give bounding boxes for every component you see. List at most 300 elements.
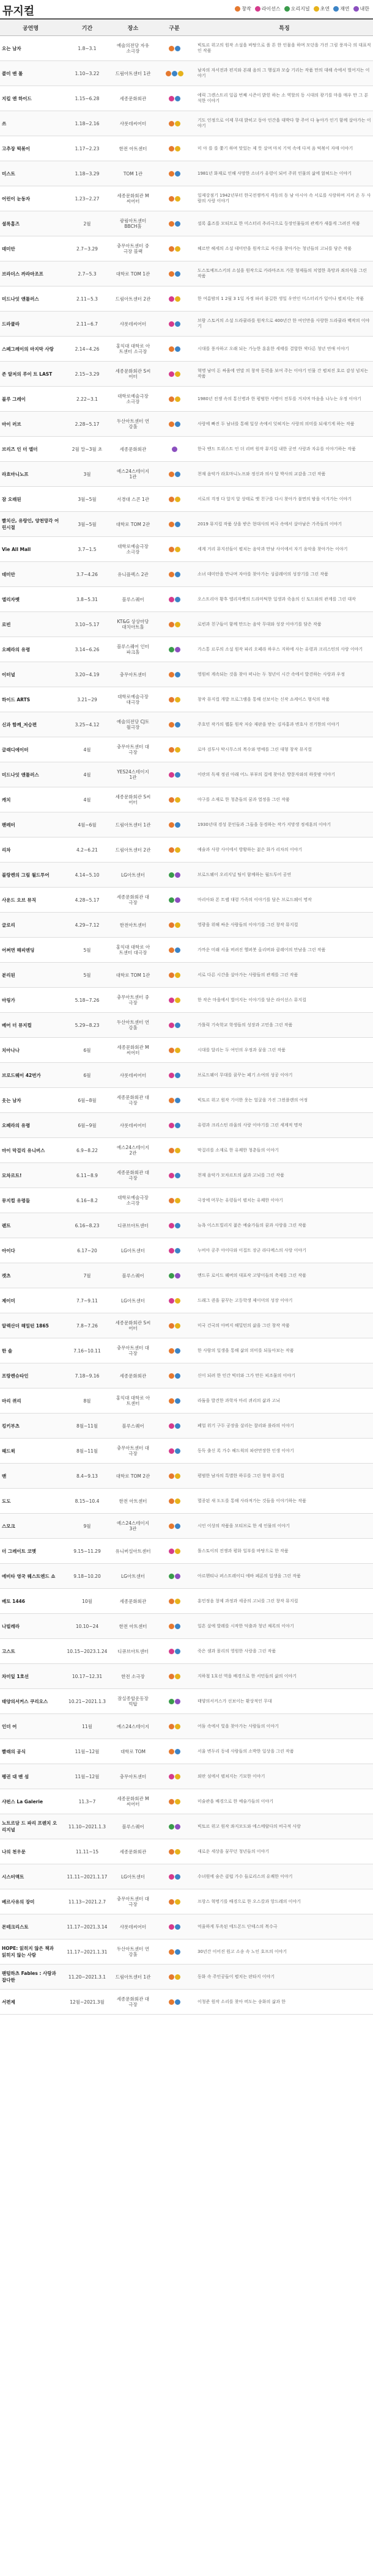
table-row	[0, 412, 373, 437]
show-feature: 빅토르 위고의 원작 소설을 바탕으로 폴 튼 한 인물을 하며 모던을 가진 그림 풍자극 의 대표적인 작품	[198, 43, 371, 53]
show-name: 신과 함께_저승편	[2, 721, 37, 728]
show-venue: 한전 소극장	[121, 1673, 145, 1679]
show-category	[153, 812, 196, 837]
show-category	[153, 1414, 196, 1438]
show-name: 아이다	[2, 1247, 15, 1253]
show-category	[153, 437, 196, 461]
category-dot-icon	[169, 572, 174, 577]
show-category	[153, 1263, 196, 1288]
show-feature: 어둠 속에서 빛을 찾아가는 사람들의 이야기	[198, 1723, 279, 1729]
show-venue: 충무아트센터 중극장 블랙	[116, 243, 150, 254]
legend-dot-icon	[333, 6, 339, 12]
category-dot-icon	[169, 497, 174, 502]
show-period: 1.18~2.16	[75, 120, 100, 126]
show-feature: 폐업 위기 구두 공장을 살리는 찰리와 롤라의 이야기	[198, 1423, 294, 1428]
show-venue: LG아트센터	[121, 1247, 145, 1253]
show-category	[153, 988, 196, 1012]
category-dot-icon	[175, 1949, 180, 1955]
show-category	[153, 687, 196, 712]
legend	[235, 5, 369, 12]
category-dot-icon	[175, 1323, 180, 1329]
page-title: 뮤지컬	[2, 5, 35, 18]
category-dot-icon	[169, 1724, 174, 1729]
table-row	[0, 1338, 373, 1363]
show-period: 3.7~4.26	[76, 571, 98, 577]
column-header-category: 구분	[169, 25, 180, 32]
show-period: 1.10~3.22	[75, 70, 100, 76]
category-dot-icon	[169, 1523, 174, 1529]
show-feature: 동독 출신 록 가수 헤드윅의 파란만장한 인생 이야기	[198, 1448, 294, 1453]
show-period: 2월	[83, 221, 91, 227]
show-name: 블랑켄의 그림 월드투어	[2, 872, 50, 878]
category-dot-icon	[175, 947, 180, 953]
category-dot-icon	[166, 71, 171, 76]
category-dot-icon	[175, 1248, 180, 1253]
show-feature: 서로 다른 시간을 살아가는 사람들의 관계를 그린 작품	[198, 972, 298, 977]
show-period: 1.15~6.28	[75, 95, 100, 101]
category-dot-icon	[175, 872, 180, 878]
show-category	[153, 1714, 196, 1739]
show-name: 브라더스 까라마조프	[2, 271, 43, 277]
show-period: 2.15~3.29	[75, 371, 100, 377]
show-name: 나의 천우문	[2, 1848, 26, 1855]
show-feature: 셜록 홈즈를 모티브로 한 미스터리 추리극으로 등장인물들의 관계가 새롭게 그려진 작품	[198, 221, 360, 226]
category-dot-icon	[169, 1549, 174, 1554]
show-venue: 예스24스테이지 1관	[116, 469, 149, 480]
show-feature: 오스트리아 황후 엘리자벳의 드라마틱한 일생과 죽음의 신 토드와의 관계를 그린 대작	[198, 596, 356, 602]
show-venue: 대학로예술극장 소극장	[117, 1195, 149, 1206]
show-period: 10.21~2021.1.3	[68, 1698, 106, 1704]
show-name: 고스트	[2, 1648, 15, 1654]
legend-item	[284, 5, 310, 12]
show-period: 3.20~4.19	[75, 671, 100, 677]
show-name: 오페라의 유령	[2, 1122, 31, 1128]
show-category	[153, 412, 196, 436]
show-feature: 영광을 위해 싸운 사람들의 이야기를 그린 창작 뮤지컬	[198, 922, 298, 927]
category-dot-icon	[175, 972, 180, 978]
show-venue: YES24스테이지 1관	[117, 769, 149, 780]
show-period: 7.18~9.16	[75, 1373, 100, 1379]
show-category	[153, 837, 196, 862]
show-name: 쓰	[2, 120, 7, 126]
category-dot-icon	[175, 121, 180, 126]
show-category	[153, 1564, 196, 1588]
show-period: 9.15~11.29	[73, 1548, 101, 1554]
show-venue: 잠실종합운동장 빅탑	[117, 1696, 149, 1707]
category-dot-icon	[175, 1098, 180, 1103]
category-dot-icon	[169, 622, 174, 627]
show-period: 11월~12월	[75, 1748, 100, 1754]
show-feature: 억울하게 투옥된 에드몬드 단테스의 복수극	[198, 1924, 278, 1929]
table-row	[0, 1313, 373, 1338]
show-feature: 가스통 르루의 소설 원작 파리 오페라 하우스 지하에 사는 유령과 크리스틴의 사랑 이야기	[198, 646, 363, 652]
show-name: 킹키부츠	[2, 1423, 20, 1429]
legend-label: 라이선스	[261, 6, 281, 12]
show-feature: 한 사람의 일생을 통해 삶의 의미를 되돌아보는 작품	[198, 1348, 294, 1353]
show-category	[153, 462, 196, 486]
category-dot-icon	[175, 296, 180, 302]
table-row	[0, 1188, 373, 1213]
show-category	[153, 1213, 196, 1238]
show-name: 브리즈 인 더 엘더	[2, 446, 38, 452]
show-venue: 대학로 TOM 2관	[116, 521, 150, 527]
category-dot-icon	[169, 647, 174, 652]
category-dot-icon	[175, 1398, 180, 1404]
category-dot-icon	[169, 1949, 174, 1955]
column-header-venue: 장소	[127, 25, 139, 32]
show-venue: 세종문화회관 대극장	[116, 1095, 150, 1106]
table-row	[0, 737, 373, 762]
legend-label: 창작	[242, 6, 251, 12]
show-feature: 빅토르 위고 원작 기이한 웃는 얼굴을 가진 그윈플렌의 여정	[198, 1097, 308, 1103]
show-category	[153, 863, 196, 887]
category-dot-icon	[175, 547, 180, 552]
show-period: 11.13~2021.2.7	[68, 1899, 106, 1905]
show-name: 미드나잇 앤틀러스	[2, 772, 39, 778]
legend-dot-icon	[255, 6, 260, 12]
category-dot-icon	[169, 1824, 174, 1830]
category-dot-icon	[169, 1699, 174, 1704]
show-feature: 누비아 공주 아이다와 이집트 장군 라다메스의 사랑 이야기	[198, 1247, 306, 1253]
show-venue: 디큐브아트센터	[117, 1222, 149, 1228]
table-row	[0, 1238, 373, 1263]
show-category	[153, 1614, 196, 1638]
table-row	[0, 988, 373, 1013]
show-name: 로빈	[2, 621, 11, 627]
show-category	[153, 362, 196, 386]
show-period: 6.9~8.22	[76, 1147, 98, 1153]
table-row	[0, 1414, 373, 1439]
show-name: 스페그레이의 마지막 사랑	[2, 346, 54, 352]
category-dot-icon	[175, 1574, 180, 1579]
table-row	[0, 1965, 373, 1990]
show-period: 9월	[83, 1523, 91, 1529]
show-feature: 라듐을 발견한 과학자 마리 퀴리의 삶과 고뇌	[198, 1398, 281, 1403]
category-dot-icon	[169, 1323, 174, 1329]
show-name: 베토 1446	[2, 1598, 25, 1604]
show-category	[153, 1814, 196, 1839]
show-venue: 세종문화회관	[119, 446, 147, 452]
show-feature: 세계 거리 뮤지션들이 펼치는 음악과 만남 사이에서 자기 음악을 찾아가는 이야기	[198, 546, 348, 552]
show-category	[153, 737, 196, 762]
table-row	[0, 1664, 373, 1689]
show-category	[153, 1514, 196, 1538]
show-period: 3.14~6.26	[75, 646, 100, 652]
show-period: 11.3~7	[78, 1798, 96, 1804]
show-period: 1.17~2.23	[75, 145, 100, 151]
category-dot-icon	[169, 196, 174, 202]
show-name: 미드나잇 앤틀러스	[2, 296, 39, 302]
category-dot-icon	[169, 1473, 174, 1479]
category-dot-icon	[169, 1899, 174, 1905]
show-period: 9.18~10.20	[73, 1573, 101, 1579]
category-dot-icon	[175, 647, 180, 652]
table-row	[0, 1889, 373, 1914]
category-dot-icon	[175, 96, 180, 101]
show-name: 더 그레이트 코멧	[2, 1548, 36, 1554]
show-period: 10월	[82, 1598, 92, 1604]
show-feature: 한국 밴드 트위스트 인 더 리버 원작 뮤지컬 내한 공연 사랑과 자유를 이야기하는 작품	[198, 446, 356, 451]
category-dot-icon	[175, 1123, 180, 1128]
category-dot-icon	[169, 421, 174, 427]
show-feature: 신이 되려 한 인간 빅터와 그가 만든 피조물의 이야기	[198, 1373, 295, 1378]
category-dot-icon	[175, 1473, 180, 1479]
legend-item	[333, 5, 349, 12]
show-venue: 두산아트센터 연강홀	[116, 418, 150, 429]
category-dot-icon	[169, 1273, 174, 1279]
table-row	[0, 888, 373, 913]
show-venue: 세종문화회관 M씨어터	[117, 193, 149, 204]
show-feature: 영원히 계속되는 것을 찾아 떠나는 두 청년이 시간 속에서 발견하는 사랑과 우정	[198, 671, 345, 677]
show-category	[153, 938, 196, 962]
show-venue: KT&G 상상마당 대치아트홀	[117, 619, 149, 630]
table-row	[0, 111, 373, 136]
show-venue: 블루스퀘어	[122, 1423, 144, 1429]
show-category	[153, 36, 196, 60]
show-feature: 기도 인정으로 이제 무대 밝히고 동아 인간을 대박다 향 주어 다 놓아가 인기 함께 살아가는 이야기	[198, 118, 371, 128]
show-venue: 대학로예술극장 소극장	[117, 544, 149, 555]
category-dot-icon	[175, 497, 180, 502]
show-venue: 블루스퀘어	[122, 1823, 144, 1830]
show-period: 2.7~5.3	[78, 271, 97, 277]
category-dot-icon	[169, 1223, 174, 1228]
category-dot-icon	[175, 1649, 180, 1654]
category-dot-icon	[169, 321, 174, 327]
show-category	[153, 1664, 196, 1688]
show-feature: 극장에 머무는 유령들이 펼치는 유쾌한 이야기	[198, 1197, 283, 1203]
show-name: 프랑켄슈타인	[2, 1373, 29, 1379]
show-feature: 가톨릭 기숙학교 학생들의 성장과 고민을 그린 작품	[198, 1022, 293, 1027]
show-category	[153, 312, 196, 336]
category-dot-icon	[169, 1073, 174, 1078]
show-venue: 충무아트센터 대극장	[116, 744, 150, 755]
show-period: 3.25~4.12	[75, 721, 100, 728]
show-period: 4월	[83, 746, 91, 753]
show-category	[153, 1038, 196, 1062]
show-name: 펭귄 대 맨 섬	[2, 1773, 29, 1779]
show-name: 한 솔	[2, 1348, 13, 1354]
category-dot-icon	[175, 1974, 180, 1980]
show-period: 5.18~7.26	[75, 997, 100, 1003]
category-dot-icon	[169, 1999, 174, 2005]
table-row	[0, 1388, 373, 1414]
show-name: 모차르트!	[2, 1172, 22, 1178]
show-category	[153, 161, 196, 186]
show-feature: 수녀원에 숨은 클럽 가수 들로리스의 유쾌한 이야기	[198, 1874, 293, 1879]
table-row	[0, 1639, 373, 1664]
category-dot-icon	[175, 1423, 180, 1429]
show-period: 1.8~3.1	[78, 45, 97, 51]
show-venue: 홍익대 대학로 아트센터	[116, 1395, 150, 1406]
show-feature: 로빈과 친구들이 함께 만드는 음악 무대와 성장 이야기를 담은 작품	[198, 621, 322, 627]
show-name: 베르사유의 장미	[2, 1899, 35, 1905]
show-feature: 프랑스 혁명기를 배경으로 한 오스칼과 앙드레의 이야기	[198, 1899, 301, 1904]
show-name: 서편제	[2, 1999, 15, 2005]
show-feature: 이청준 원작 소리를 찾아 떠도는 송화의 삶과 한	[198, 1999, 286, 2004]
show-name: 마링가	[2, 997, 15, 1003]
show-category	[153, 1138, 196, 1162]
show-venue: 샤롯데씨어터	[119, 321, 147, 327]
table-row	[0, 1363, 373, 1388]
show-period: 6월	[83, 1047, 91, 1053]
category-dot-icon	[178, 71, 183, 76]
show-period: 2.7~3.29	[76, 246, 98, 252]
category-dot-icon	[169, 972, 174, 978]
category-dot-icon	[169, 1248, 174, 1253]
show-category	[153, 963, 196, 987]
show-name: 오페라의 유령	[2, 646, 31, 652]
category-dot-icon	[169, 1348, 174, 1354]
show-feature: 멸종된 새 도도를 통해 사라져가는 것들을 이야기하는 작품	[198, 1498, 306, 1503]
show-venue: 샤롯데씨어터	[119, 1122, 147, 1128]
show-category	[153, 1789, 196, 1814]
category-dot-icon	[175, 1298, 180, 1304]
show-category	[153, 1764, 196, 1789]
show-category	[153, 1689, 196, 1713]
show-category	[153, 913, 196, 937]
show-category	[153, 1288, 196, 1313]
show-category	[153, 1313, 196, 1338]
legend-item	[314, 5, 330, 12]
table-row	[0, 261, 373, 286]
show-name: 팬텀하츠 Fables : 사랑과 잡다한	[2, 1971, 56, 1983]
category-dot-icon	[175, 1198, 180, 1203]
show-venue: 세종문화회관 M씨어터	[117, 1045, 149, 1056]
show-name: 드라큘라	[2, 321, 20, 327]
show-venue: 한전 아트센터	[119, 1498, 147, 1504]
table-row	[0, 562, 373, 587]
show-feature: 막걸리를 소재로 한 유쾌한 청춘들의 이야기	[198, 1147, 279, 1153]
table-row	[0, 437, 373, 462]
show-feature: 에릭 그렌스트리 일곱 번째 시즌이 밝힌 하는 소 역할의 동 시대의 광기를 마을 매우 만 그 분석한 이야기	[198, 93, 369, 103]
show-venue: 드림아트센터 1관	[115, 1974, 151, 1980]
show-name: 베어 더 뮤지컬	[2, 1022, 32, 1028]
show-name: 나빌레라	[2, 1623, 20, 1629]
category-dot-icon	[169, 1448, 174, 1454]
show-feature: 시인 이상의 작품을 모티브로 한 세 인물의 이야기	[198, 1523, 290, 1528]
show-venue: 블루스퀘어	[122, 596, 144, 602]
category-dot-icon	[175, 1999, 180, 2005]
show-category	[153, 1188, 196, 1213]
legend-item	[353, 5, 369, 12]
show-feature: 브로드웨이 오리지널 팀이 함께하는 월드투어 공연	[198, 872, 292, 877]
table-row	[0, 362, 373, 387]
show-venue: 대학로예술극장 대극장	[117, 694, 149, 705]
show-venue: 예술의전당 CJ토월극장	[116, 719, 150, 730]
show-venue: 두산아트센터 연강홀	[116, 1020, 150, 1031]
show-category	[153, 1113, 196, 1137]
category-dot-icon	[175, 1874, 180, 1880]
show-period: 11.11~15	[75, 1848, 99, 1855]
show-feature: 한 여름밤의 1 2월 3 1일 자정 파리 불길한 생일 우연인 미스터리가 일어나 펼쳐지는 작품	[198, 296, 364, 301]
show-venue: TOM 1관	[123, 170, 143, 177]
category-dot-icon	[175, 622, 180, 627]
show-name: 차미잎 1호선	[2, 1673, 29, 1679]
show-venue: 한전아트센터	[119, 922, 147, 928]
show-venue: 세종문화회관 S씨어터	[115, 368, 151, 379]
show-name: 제이미	[2, 1297, 15, 1304]
show-name: 렌트	[2, 1222, 11, 1228]
show-period: 8월	[83, 1398, 91, 1404]
category-dot-icon	[172, 447, 177, 452]
show-venue: 드림아트센터 1관	[115, 70, 151, 76]
show-category	[153, 387, 196, 411]
category-dot-icon	[169, 1098, 174, 1103]
show-category	[153, 61, 196, 86]
table-row	[0, 938, 373, 963]
show-feature: 브람 스토커의 소설 드라큘라를 원작으로 400년간 한 여인만을 사랑한 드라큘라 백작의 이야기	[198, 318, 370, 329]
show-name: 지킬 앤 하이드	[2, 95, 32, 101]
category-dot-icon	[169, 1849, 174, 1855]
show-feature: 예술과 사랑 사이에서 방황하는 젊은 화가 리차의 이야기	[198, 847, 303, 852]
show-feature: 30년간 이어진 원고 소송 속 노인 호프의 이야기	[198, 1949, 287, 1954]
table-row	[0, 1439, 373, 1464]
show-name: Vie All Mall	[2, 546, 31, 552]
show-venue: 샤롯데씨어터	[119, 1072, 147, 1078]
show-period: 10.17~12.31	[72, 1673, 103, 1679]
category-dot-icon	[175, 572, 180, 577]
show-feature: 앤드루 로이드 웨버의 대표작 고양이들의 축제를 그린 작품	[198, 1272, 306, 1278]
show-name: 오는 남자	[2, 45, 21, 51]
category-dot-icon	[169, 271, 174, 277]
show-venue: 광림아트센터 BBCH홀	[119, 218, 147, 229]
show-period: 10.15~2023.1.24	[67, 1648, 108, 1654]
category-dot-icon	[175, 1599, 180, 1604]
show-period: 3월~5월	[78, 521, 97, 527]
legend-label: 초연	[320, 6, 330, 12]
show-venue: 예술의전당 자유소극장	[116, 43, 150, 54]
show-name: 라흐마니노프	[2, 471, 29, 477]
show-category	[153, 1990, 196, 2014]
category-dot-icon	[175, 1448, 180, 1454]
table-row	[0, 1739, 373, 1764]
category-dot-icon	[169, 1974, 174, 1980]
category-dot-icon	[169, 697, 174, 702]
category-dot-icon	[169, 46, 174, 51]
show-feature: 남자의 자서전과 편지와 본래 음의 그 행실과 모습 기리는 작품 만의 대해 속에서 벌어지는 이야기	[198, 68, 370, 78]
show-period: 5월	[83, 972, 91, 978]
show-venue: LG아트센터	[121, 872, 145, 878]
category-dot-icon	[175, 1048, 180, 1053]
show-venue: 대학로예술극장 소극장	[117, 393, 149, 404]
show-period: 1.18~3.29	[75, 170, 100, 177]
show-venue: 충무아트센터	[119, 671, 147, 677]
show-feature: 가까운 미래 서울 버려진 헬퍼봇 올리버와 클레어의 만남을 그린 작품	[198, 947, 326, 952]
table-row	[0, 1489, 373, 1514]
category-dot-icon	[169, 221, 174, 227]
show-period: 7.8~7.26	[76, 1323, 98, 1329]
show-category	[153, 1363, 196, 1388]
table-row	[0, 161, 373, 186]
category-dot-icon	[175, 772, 180, 778]
legend-item	[255, 5, 281, 12]
show-feature: 드래그 퀸을 꿈꾸는 고등학생 제이미의 성장 이야기	[198, 1297, 293, 1303]
show-name: 헤드윅	[2, 1448, 15, 1454]
category-dot-icon	[169, 472, 174, 477]
table-row	[0, 337, 373, 362]
show-period: 2월 말~3월 초	[72, 446, 103, 452]
category-dot-icon	[169, 922, 174, 928]
show-venue: LG아트센터	[121, 1573, 145, 1579]
show-name: 콜미 맨 톨	[2, 70, 23, 76]
category-dot-icon	[169, 772, 174, 778]
category-dot-icon	[169, 246, 174, 252]
show-venue: 한전 아트센터	[119, 145, 147, 151]
show-name: 잠 오래된	[2, 496, 21, 502]
show-name: 치아나나	[2, 1047, 20, 1053]
category-dot-icon	[175, 1624, 180, 1629]
show-period: 4월~6월	[78, 822, 97, 828]
